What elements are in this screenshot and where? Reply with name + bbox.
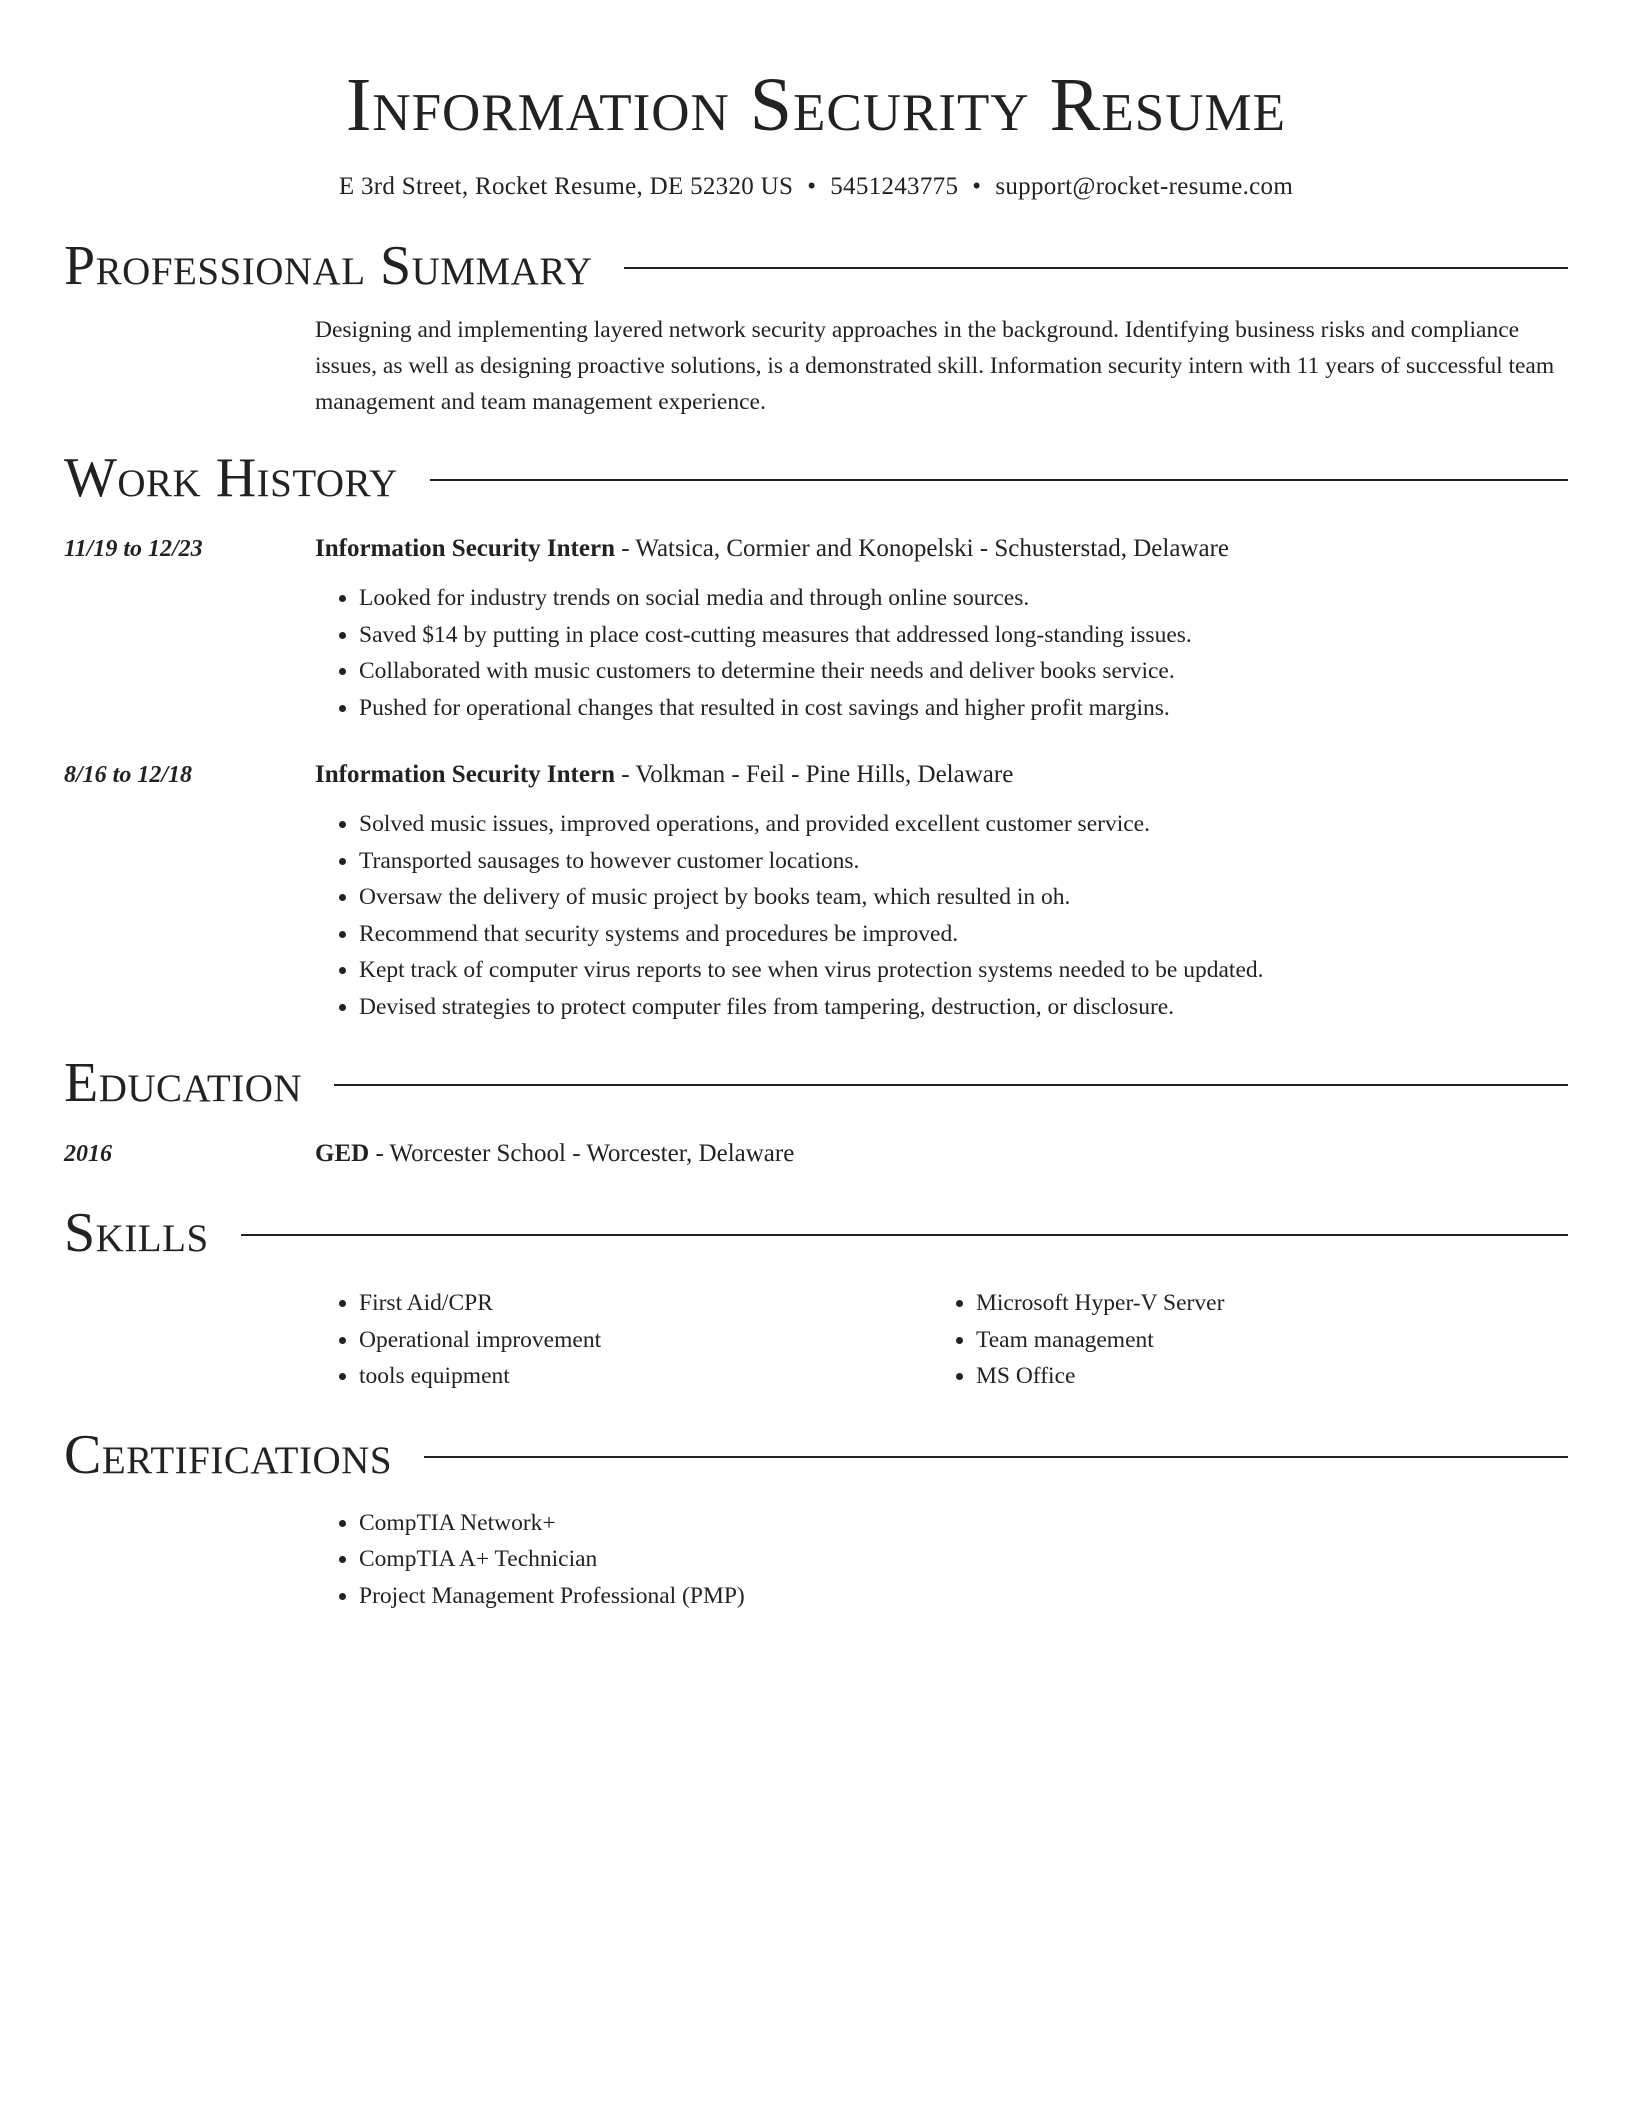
list-item: • Project Management Professional (PMP)	[359, 1578, 1568, 1615]
skills-block	[64, 1265, 1568, 1395]
list-item: • CompTIA Network+	[359, 1505, 1568, 1542]
resume-title: Information Security Resume	[345, 63, 1287, 147]
section-title-certifications: Certifications	[64, 1423, 393, 1486]
education-year: 2016	[64, 1141, 112, 1167]
skills-list-right	[932, 1285, 1549, 1395]
list-item: • Collaborated with music customers to determine their needs and deliver books service.	[359, 653, 1568, 690]
summary-block	[64, 312, 1568, 420]
job-body	[315, 532, 1568, 726]
job-heading	[315, 758, 1568, 792]
list-item: • Solved music issues, improved operations, and provided excellent customer service.	[359, 806, 1568, 843]
list-item: • Operational improvement	[359, 1322, 932, 1359]
certifications-block	[64, 1487, 1568, 1615]
job-company: - Watsica, Cormier and Konopelski - Schusterstad, Delaware	[614, 535, 1229, 562]
job-dates: 11/19 to 12/23	[64, 536, 203, 562]
list-item: • MS Office	[976, 1358, 1549, 1395]
job-title: Information Security Intern	[315, 761, 615, 788]
contact-phone: 5451243775	[830, 173, 959, 200]
section-header-summary	[64, 234, 1568, 298]
section-title-skills: Skills	[64, 1202, 209, 1264]
education-degree: GED	[315, 1140, 370, 1167]
contact-email: support@rocket-resume.com	[995, 173, 1294, 200]
list-item: • Team management	[976, 1322, 1549, 1359]
section-divider	[334, 1084, 1568, 1086]
job-entry	[64, 532, 1568, 726]
contact-separator: •	[972, 173, 982, 200]
section-divider	[430, 479, 1568, 481]
resume-page	[64, 0, 1568, 1614]
certifications-body	[315, 1487, 1568, 1615]
skills-spacer	[64, 1265, 315, 1395]
list-item: • Oversaw the delivery of music project by books team, which resulted in oh.	[359, 879, 1568, 916]
section-divider	[624, 267, 1568, 269]
list-item: • Recommend that security systems and procedures be improved.	[359, 916, 1568, 953]
summary-text: Designing and implementing layered network security approaches in the background. Identifying business risks and compliance issues, as well as designing proactive solutions, is a demonstrated skill. Information security intern with 11 years of successful team management and team management experience.	[315, 317, 1555, 415]
job-bullets	[315, 806, 1568, 1025]
section-header-education	[64, 1051, 1568, 1115]
list-item: • Saved $14 by putting in place cost-cutting measures that addressed long-standing issues.	[359, 617, 1568, 654]
skills-list-left	[315, 1285, 932, 1395]
list-item: • CompTIA A+ Technician	[359, 1541, 1568, 1578]
education-entry	[64, 1137, 1568, 1171]
list-item: • Transported sausages to however customer locations.	[359, 843, 1568, 880]
job-company: - Volkman - Feil - Pine Hills, Delaware	[614, 761, 1014, 788]
job-title: Information Security Intern	[315, 535, 615, 562]
certifications-spacer	[64, 1487, 315, 1615]
skills-grid	[315, 1285, 1568, 1395]
education-school: - Worcester School - Worcester, Delaware	[369, 1140, 795, 1167]
section-title-work: Work History	[64, 447, 398, 509]
list-item: • First Aid/CPR	[359, 1285, 932, 1322]
list-item: • Microsoft Hyper-V Server	[976, 1285, 1549, 1322]
list-item: • Pushed for operational changes that resulted in cost savings and higher profit margins.	[359, 690, 1568, 727]
list-item: • Devised strategies to protect computer files from tampering, destruction, or disclosure.	[359, 989, 1568, 1026]
contact-address: E 3rd Street, Rocket Resume, DE 52320 US	[338, 173, 794, 200]
education-body	[315, 1137, 1568, 1171]
job-dates: 8/16 to 12/18	[64, 762, 193, 788]
list-item: • tools equipment	[359, 1358, 932, 1395]
job-body	[315, 758, 1568, 1025]
section-title-education: Education	[64, 1052, 303, 1114]
list-item: • Kept track of computer virus reports to see when virus protection systems needed to be updated.	[359, 952, 1568, 989]
list-item: • Looked for industry trends on social media and through online sources.	[359, 580, 1568, 617]
contact-line	[64, 170, 1568, 204]
section-divider	[241, 1234, 1568, 1236]
certifications-list	[315, 1505, 1568, 1615]
contact-separator: •	[807, 173, 817, 200]
section-title-summary: Professional Summary	[64, 235, 593, 297]
job-entry	[64, 758, 1568, 1025]
job-bullets	[315, 580, 1568, 726]
section-header-certifications	[64, 1423, 1568, 1487]
job-heading	[315, 532, 1568, 566]
summary-spacer	[64, 312, 315, 420]
section-header-work	[64, 446, 1568, 510]
section-divider	[424, 1456, 1568, 1458]
section-header-skills	[64, 1201, 1568, 1265]
